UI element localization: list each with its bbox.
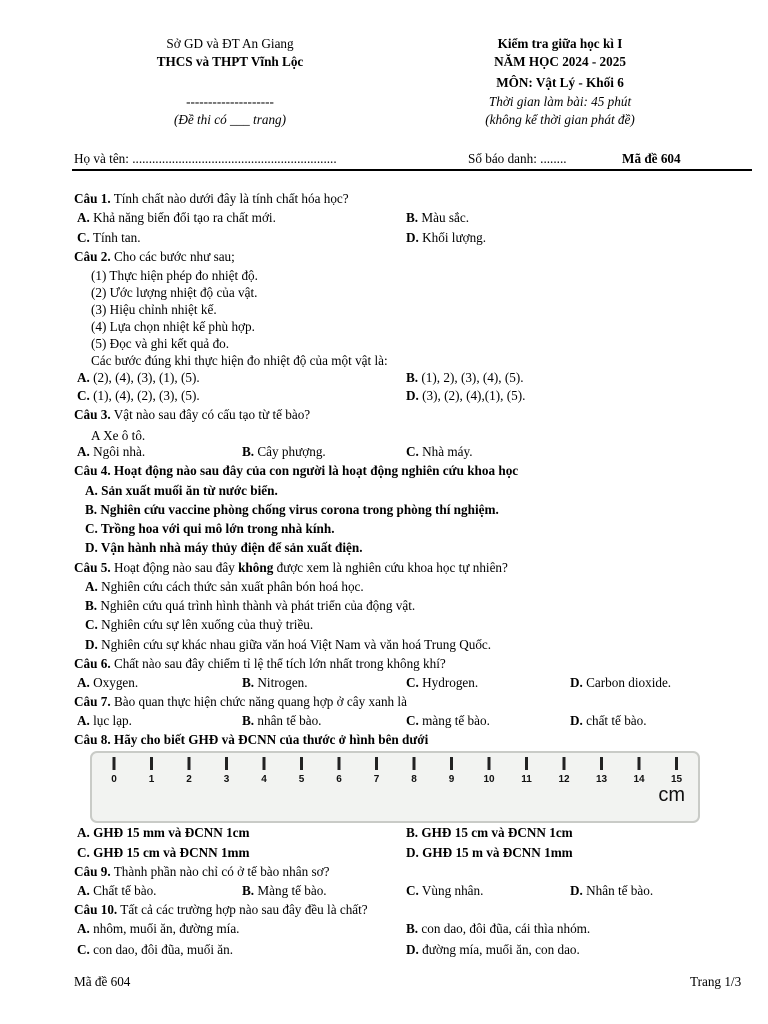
ruler-tick-9 <box>450 757 453 770</box>
q3-option-c: C. Nhà máy. <box>406 444 473 459</box>
question-5: Câu 5. Hoạt động nào sau đây không được xem là nghiên cứu khoa học tự nhiên? <box>74 560 508 575</box>
q9-option-b: B. Màng tế bào. <box>242 883 327 898</box>
question-9: Câu 9. Thành phần nào chỉ có ở tế bào nhân sơ? <box>74 864 330 879</box>
exam-title: Kiểm tra giữa học kì I <box>497 36 623 51</box>
ruler-number-12: 12 <box>558 774 570 785</box>
candidate-number-field: Số báo danh: ........ <box>468 151 567 166</box>
q8-option-c: C. GHĐ 15 cm và ĐCNN 1mm <box>77 845 250 860</box>
q6-option-a: A. Oxygen. <box>77 675 139 690</box>
ruler-number-4: 4 <box>261 774 267 785</box>
question-2: Câu 2. Cho các bước như sau; <box>74 249 235 264</box>
q2-option-b: B. (1), 2), (3), (4), (5). <box>406 370 524 385</box>
school-year: NĂM HỌC 2024 - 2025 <box>494 54 626 69</box>
ruler-tick-1 <box>150 757 153 770</box>
ruler-tick-4 <box>263 757 266 770</box>
q6-option-c: C. Hydrogen. <box>406 675 479 690</box>
ruler-tick-8 <box>413 757 416 770</box>
ruler-tick-15 <box>675 757 678 770</box>
ruler-tick-2 <box>188 757 191 770</box>
ruler-number-5: 5 <box>298 774 305 785</box>
ruler-number-2: 2 <box>186 774 192 785</box>
question-6: Câu 6. Chất nào sau đây chiếm tỉ lệ thể tích lớn nhất trong không khí? <box>74 656 446 671</box>
question-3: Câu 3. Vật nào sau đây có cấu tạo từ tế bào? <box>74 407 311 422</box>
q5-option-c: C. Nghiên cứu sự lên xuống của thuỷ triều. <box>85 617 314 632</box>
q7-option-b: B. nhân tế bào. <box>242 713 322 728</box>
question-10: Câu 10. Tất cả các trường hợp nào sau đây đều là chất? <box>74 902 368 917</box>
ruler-tick-6 <box>338 757 341 770</box>
q8-option-d: D. GHĐ 15 m và ĐCNN 1mm <box>406 845 573 860</box>
ruler-number-11: 11 <box>521 774 532 785</box>
question-8: Câu 8. Hãy cho biết GHĐ và ĐCNN của thước ở hình bên dưới <box>74 732 429 747</box>
q4-option-c: C. Trồng hoa với qui mô lớn trong nhà kính. <box>85 521 335 536</box>
q2-step-1: (1) Thực hiện phép đo nhiệt độ. <box>91 268 258 283</box>
ruler-number-0: 0 <box>111 774 117 785</box>
ruler-tick-3 <box>225 757 228 770</box>
q5-option-b: B. Nghiên cứu quá trình hình thành và phát triển của động vật. <box>85 598 416 613</box>
ruler-number-15: 15 <box>670 774 683 785</box>
ruler-tick-0 <box>113 757 116 770</box>
q2-option-d: D. (3), (2), (4),(1), (5). <box>406 388 526 403</box>
ruler-number-8: 8 <box>411 774 417 785</box>
q9-option-c: C. Vùng nhân. <box>406 883 484 898</box>
q10-option-b: B. con dao, đôi đũa, cái thìa nhóm. <box>406 921 591 936</box>
q7-option-c: C. màng tế bào. <box>406 713 490 728</box>
q5-option-a: A. Nghiên cứu cách thức sản xuất phân bón hoá học. <box>85 579 364 594</box>
duration-note: (không kể thời gian phát đề) <box>485 112 635 127</box>
q8-option-a: A. GHĐ 15 mm và ĐCNN 1cm <box>77 825 250 840</box>
q9-option-a: A. Chất tế bào. <box>77 883 157 898</box>
q2-prompt: Các bước đúng khi thực hiện đo nhiệt độ của một vật là: <box>91 353 388 368</box>
ruler-tick-10 <box>488 757 491 770</box>
header-rule <box>72 169 752 171</box>
q3-option-a: A. Ngôi nhà. <box>77 444 146 459</box>
school-name: THCS và THPT Vĩnh Lộc <box>156 54 304 69</box>
footer-exam-code: Mã đề 604 <box>74 974 131 989</box>
q6-option-b: B. Nitrogen. <box>242 675 308 690</box>
q10-option-a: A. nhôm, muối ăn, đường mía. <box>77 921 240 936</box>
question-1: Câu 1. Tính chất nào dưới đây là tính chất hóa học? <box>74 191 349 206</box>
q8-option-b: B. GHĐ 15 cm và ĐCNN 1cm <box>406 825 573 840</box>
ruler-number-6: 6 <box>336 774 342 785</box>
q5-option-d: D. Nghiên cứu sự khác nhau giữa văn hoá Việt Nam và văn hoá Trung Quốc. <box>85 637 492 652</box>
q7-option-a: A. lục lạp. <box>77 713 132 728</box>
q6-option-d: D. Carbon dioxide. <box>570 675 672 690</box>
q1-option-a: A. Khả năng biến đổi tạo ra chất mới. <box>77 210 276 225</box>
ruler-number-7: 7 <box>373 774 380 785</box>
student-name-field: Họ và tên: .............................................................. <box>74 151 337 166</box>
ruler-tick-13 <box>600 757 603 770</box>
ruler-unit-label: cm <box>658 784 685 806</box>
exam-code: Mã đề 604 <box>622 151 681 166</box>
q2-option-a: A. (2), (4), (3), (1), (5). <box>77 370 200 385</box>
q2-step-4: (4) Lựa chọn nhiệt kế phù hợp. <box>91 319 255 334</box>
q4-option-d: D. Vận hành nhà máy thủy điện để sản xuất điện. <box>85 540 363 555</box>
footer-page-number: Trang 1/3 <box>690 974 742 989</box>
duration: Thời gian làm bài: 45 phút <box>488 94 632 109</box>
q10-option-c: C. con dao, đôi đũa, muối ăn. <box>77 942 234 957</box>
q4-option-b: B. Nghiên cứu vaccine phòng chống virus corona trong phòng thí nghiệm. <box>85 502 499 517</box>
q1-option-c: C. Tính tan. <box>77 230 141 245</box>
ruler-number-10: 10 <box>483 774 495 785</box>
ruler-number-9: 9 <box>448 774 455 785</box>
q4-option-a: A. Sản xuất muối ăn từ nước biển. <box>85 483 278 498</box>
ruler-number-3: 3 <box>223 774 230 785</box>
q1-option-d: D. Khối lượng. <box>406 230 487 245</box>
ruler-number-13: 13 <box>595 774 608 785</box>
header-dashes: -------------------- <box>186 94 274 109</box>
ruler-tick-7 <box>375 757 378 770</box>
subject: MÔN: Vật Lý - Khối 6 <box>496 75 624 90</box>
ruler-image <box>90 751 700 823</box>
q7-option-d: D. chất tế bào. <box>570 713 647 728</box>
q2-step-5: (5) Đọc và ghi kết quả đo. <box>91 336 230 351</box>
q2-option-c: C. (1), (4), (2), (3), (5). <box>77 388 200 403</box>
ruler-tick-14 <box>638 757 641 770</box>
q10-option-d: D. đường mía, muối ăn, con dao. <box>406 942 580 957</box>
q2-step-3: (3) Hiệu chỉnh nhiệt kế. <box>91 302 217 317</box>
question-7: Câu 7. Bào quan thực hiện chức năng quang hợp ở cây xanh là <box>74 694 407 709</box>
ruler-number-14: 14 <box>633 774 645 785</box>
question-4: Câu 4. Hoạt động nào sau đây của con người là hoạt động nghiên cứu khoa học <box>74 463 519 478</box>
page-count-note: (Đề thi có ___ trang) <box>173 112 287 127</box>
q9-option-d: D. Nhân tế bào. <box>570 883 654 898</box>
q2-step-2: (2) Ước lượng nhiệt độ của vật. <box>91 285 258 300</box>
q3-option-b: B. Cây phượng. <box>242 444 326 459</box>
q3-extra-line: A Xe ô tô. <box>91 428 146 443</box>
q1-option-b: B. Màu sắc. <box>406 210 469 225</box>
ruler-tick-5 <box>300 757 303 770</box>
ruler-tick-11 <box>525 757 528 770</box>
ruler-tick-12 <box>563 757 566 770</box>
dept-name: Sở GD và ĐT An Giang <box>166 36 294 51</box>
ruler-number-1: 1 <box>148 774 155 785</box>
